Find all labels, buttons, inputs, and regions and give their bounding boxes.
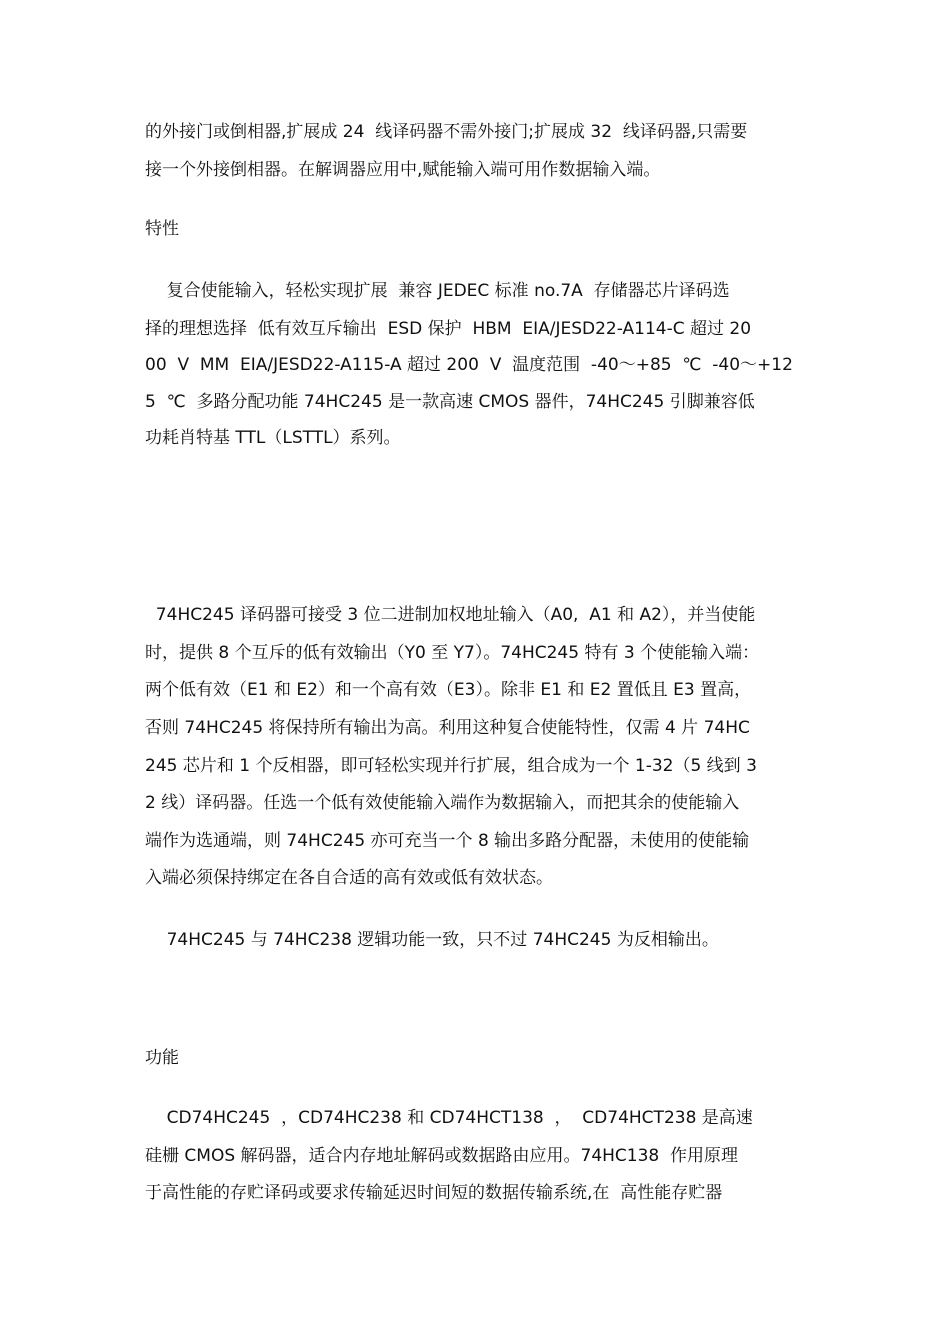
text-line: 择的理想选择 低有效互斥输出 ESD 保护 HBM EIA/JESD22-A114-C 超过 20 xyxy=(145,319,752,339)
text-line: 入端必须保持绑定在各自合适的高有效或低有效状态。 xyxy=(145,868,553,888)
section-heading-features: 特性 xyxy=(145,219,179,239)
text-line: 否则 74HC245 将保持所有输出为高。利用这种复合使能特性，仅需 4 片 74HC xyxy=(145,718,750,738)
text-line: 00 V MM EIA/JESD22-A115-A 超过 200 V 温度范围 -40～+85 ℃ -40～+12 xyxy=(145,355,793,375)
text-line: 5 ℃ 多路分配功能 74HC245 是一款高速 CMOS 器件，74HC245 引脚兼容低 xyxy=(145,392,755,412)
text-line: 74HC245 与 74HC238 逻辑功能一致，只不过 74HC245 为反相输出。 xyxy=(145,930,719,950)
text-line: 端作为选通端，则 74HC245 亦可充当一个 8 输出多路分配器，未使用的使能输 xyxy=(145,831,750,851)
text-line: 复合使能输入，轻松实现扩展 兼容 JEDEC 标准 no.7A 存储器芯片译码选 xyxy=(145,281,730,301)
text-line: 功耗肖特基 TTL（LSTTL）系列。 xyxy=(145,428,401,448)
text-line: 时，提供 8 个互斥的低有效输出（Y0 至 Y7）。74HC245 特有 3 个使能输入端： xyxy=(145,643,760,663)
text-line: CD74HC245 ，CD74HC238 和 CD74HCT138 ， CD74HCT238 是高速 xyxy=(145,1108,753,1128)
text-line: 2 线）译码器。任选一个低有效使能输入端作为数据输入，而把其余的使能输入 xyxy=(145,793,740,813)
text-line: 硅栅 CMOS 解码器，适合内存地址解码或数据路由应用。74HC138 作用原理 xyxy=(145,1146,739,1166)
text-line: 两个低有效（E1 和 E2）和一个高有效（E3）。除非 E1 和 E2 置低且 E3 置高， xyxy=(145,680,752,700)
section-heading-function: 功能 xyxy=(145,1048,179,1068)
text-line: 74HC245 译码器可接受 3 位二进制加权地址输入（A0, A1 和 A2），并当使能 xyxy=(145,605,756,625)
text-line: 的外接门或倒相器,扩展成 24 线译码器不需外接门;扩展成 32 线译码器,只需要 xyxy=(145,122,748,142)
text-line: 接一个外接倒相器。在解调器应用中,赋能输入端可用作数据输入端。 xyxy=(145,160,661,180)
text-line: 于高性能的存贮译码或要求传输延迟时间短的数据传输系统,在 高性能存贮器 xyxy=(145,1183,723,1203)
text-line: 245 芯片和 1 个反相器，即可轻松实现并行扩展，组合成为一个 1-32（5 线到 3 xyxy=(145,756,757,776)
